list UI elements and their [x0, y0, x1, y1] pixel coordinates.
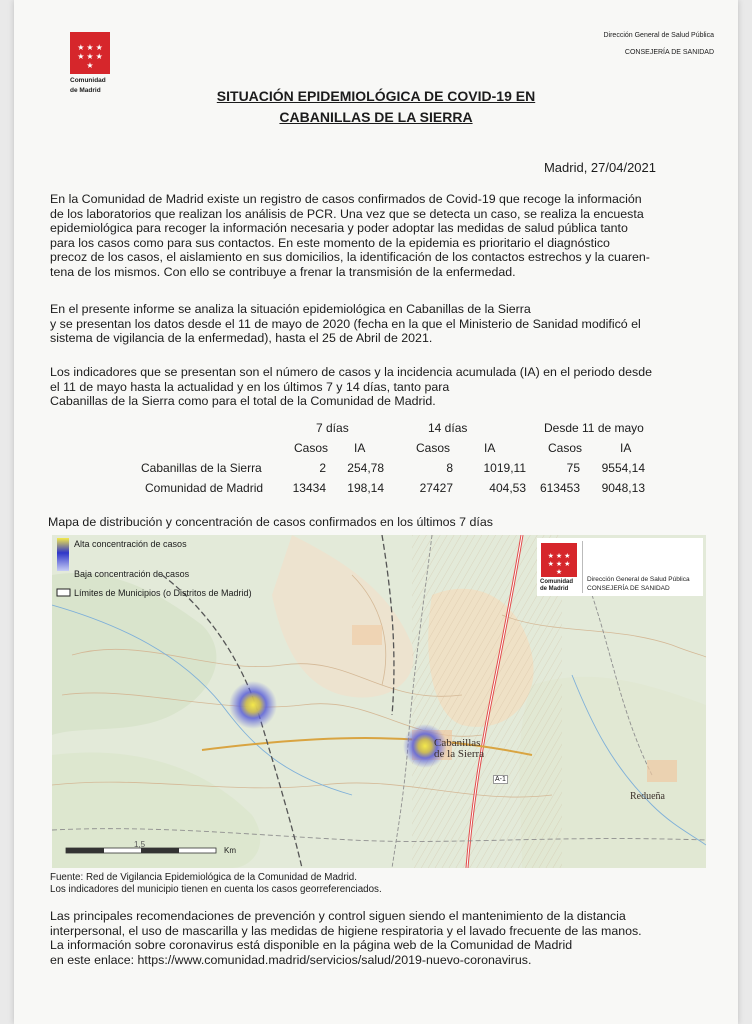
cell-value: 404,53	[489, 481, 526, 495]
indicators-line: Los indicadores que se presentan son el número de casos y la incidencia acumulada (IA) en el periodo desde	[50, 365, 653, 379]
report-page	[14, 0, 738, 1024]
road-label: A-1	[495, 776, 506, 783]
col-casos-header: Casos	[548, 441, 583, 455]
period-header-7: 7 días	[316, 421, 349, 435]
town-label: Cabanillas de la Sierra	[434, 737, 485, 760]
closing-line: Las principales recomendaciones de prevención y control siguen siendo el mantenimiento de la distancia	[50, 909, 626, 923]
legend-high: Alta concentración de casos	[74, 539, 187, 549]
closing-line: en este enlace: https://www.comunidad.madrid/servicios/salud/2019-nuevo-coronavirus.	[50, 952, 532, 967]
place-label: Redueña	[630, 791, 665, 802]
cell-value: 1019,11	[483, 461, 526, 475]
report-title-line-2: CABANILLAS DE LA SIERRA	[279, 109, 473, 125]
col-ia-header: IA	[484, 441, 496, 455]
report-line: y se presentan los datos desde el 11 de mayo de 2020 (fecha en la que el Ministerio de Sanidad modificó el	[50, 316, 641, 331]
indicators-line: Cabanillas de la Sierra como para el total de la Comunidad de Madrid.	[50, 394, 436, 409]
cell-value: 8	[446, 461, 453, 475]
scale-value: 1,5	[134, 840, 146, 849]
scale-unit: Km	[224, 846, 236, 855]
cell-value: 9048,13	[601, 481, 645, 495]
intro-line: tena de los mismos. Con ello se contribuye a frenar la transmisión de la enfermedad.	[50, 264, 516, 279]
closing-line: La información sobre coronavirus está disponible en la página web de la Comunidad de Madrid	[50, 938, 573, 953]
intro-line: En la Comunidad de Madrid existe un registro de casos confirmados de Covid-19 que recoge la información	[50, 192, 642, 206]
source-note: Los indicadores del municipio tienen en cuenta los casos georreferenciados.	[50, 884, 382, 895]
map-logo-badge	[537, 538, 703, 596]
cell-value: 27427	[419, 481, 453, 495]
col-casos-header: Casos	[294, 441, 329, 455]
col-ia-header: IA	[620, 441, 632, 455]
report-paragraph	[50, 302, 720, 346]
report-line: sistema de vigilancia de la enfermedad), hasta el 25 de Abril de 2021.	[50, 331, 433, 346]
case-density-map	[52, 535, 706, 868]
case-hotspot	[229, 681, 277, 729]
period-header-since: Desde 11 de mayo	[544, 421, 644, 435]
indicators-paragraph	[50, 365, 720, 409]
row-name: Cabanillas de la Sierra	[141, 461, 262, 475]
badge-divider	[582, 541, 583, 593]
indicators-line: el 11 de mayo hasta la actualidad y en los últimos 7 y 14 días, tanto para	[50, 379, 450, 394]
org-line-2: CONSEJERÍA DE SANIDAD	[624, 49, 714, 56]
logo-text-2: de Madrid	[70, 87, 101, 94]
intro-line: para los casos como para sus contactos. En este momento de la epidemia es prioritario el diagnóstico	[50, 235, 610, 250]
badge-org-1: Dirección General de Salud Pública	[587, 576, 690, 583]
legend-limits: Límites de Municipios (o Distritos de Madrid)	[74, 588, 252, 598]
report-date: Madrid, 27/04/2021	[543, 160, 656, 175]
intro-line: de los laboratorios que realizan los análisis de PCR. Una vez que se detecta un caso, se realiza la encuesta	[50, 206, 644, 221]
source-line: Fuente: Red de Vigilancia Epidemiológica de la Comunidad de Madrid.	[50, 872, 357, 883]
col-casos-header: Casos	[416, 441, 451, 455]
logo-text-1: Comunidad	[70, 77, 106, 84]
cell-value: 13434	[292, 481, 326, 495]
madrid-flag-icon: ★ ★ ★ ★ ★ ★ ★	[541, 543, 577, 577]
col-ia-header: IA	[354, 441, 366, 455]
row-name: Comunidad de Madrid	[145, 481, 264, 495]
cell-value: 9554,14	[601, 461, 645, 475]
closing-line: interpersonal, el uso de mascarilla y las medidas de higiene respiratoria y el lavado frecuente de las manos.	[50, 923, 642, 938]
org-line-1: Dirección General de Salud Pública	[603, 32, 714, 39]
closing-paragraph	[50, 909, 720, 967]
cell-value: 2	[319, 461, 326, 475]
intro-line: precoz de los casos, el aislamiento en sus domicilios, la identificación de los contactos estrechos y la cuaren-	[50, 250, 650, 265]
cell-value: 75	[566, 461, 580, 475]
period-header-14: 14 días	[428, 421, 468, 435]
legend-low: Baja concentración de casos	[74, 569, 190, 579]
intro-line: epidemiológica para recoger la información necesaria y poder adoptar las medidas de salud pública tanto	[50, 221, 628, 236]
intro-paragraph	[50, 192, 720, 280]
madrid-flag-icon: ★ ★ ★ ★ ★ ★ ★	[70, 32, 110, 74]
cell-value: 254,78	[347, 461, 384, 475]
badge-org-2: CONSEJERÍA DE SANIDAD	[587, 585, 670, 592]
report-line: En el presente informe se analiza la situación epidemiológica en Cabanillas de la Sierra	[50, 302, 531, 316]
report-title-line-1: SITUACIÓN EPIDEMIOLÓGICA DE COVID-19 EN	[216, 88, 536, 104]
cell-value: 198,14	[347, 481, 384, 495]
badge-logo-text: Comunidad de Madrid	[540, 579, 573, 592]
map-title: Mapa de distribución y concentración de casos confirmados en los últimos 7 días	[48, 515, 493, 529]
cell-value: 613453	[539, 481, 580, 495]
